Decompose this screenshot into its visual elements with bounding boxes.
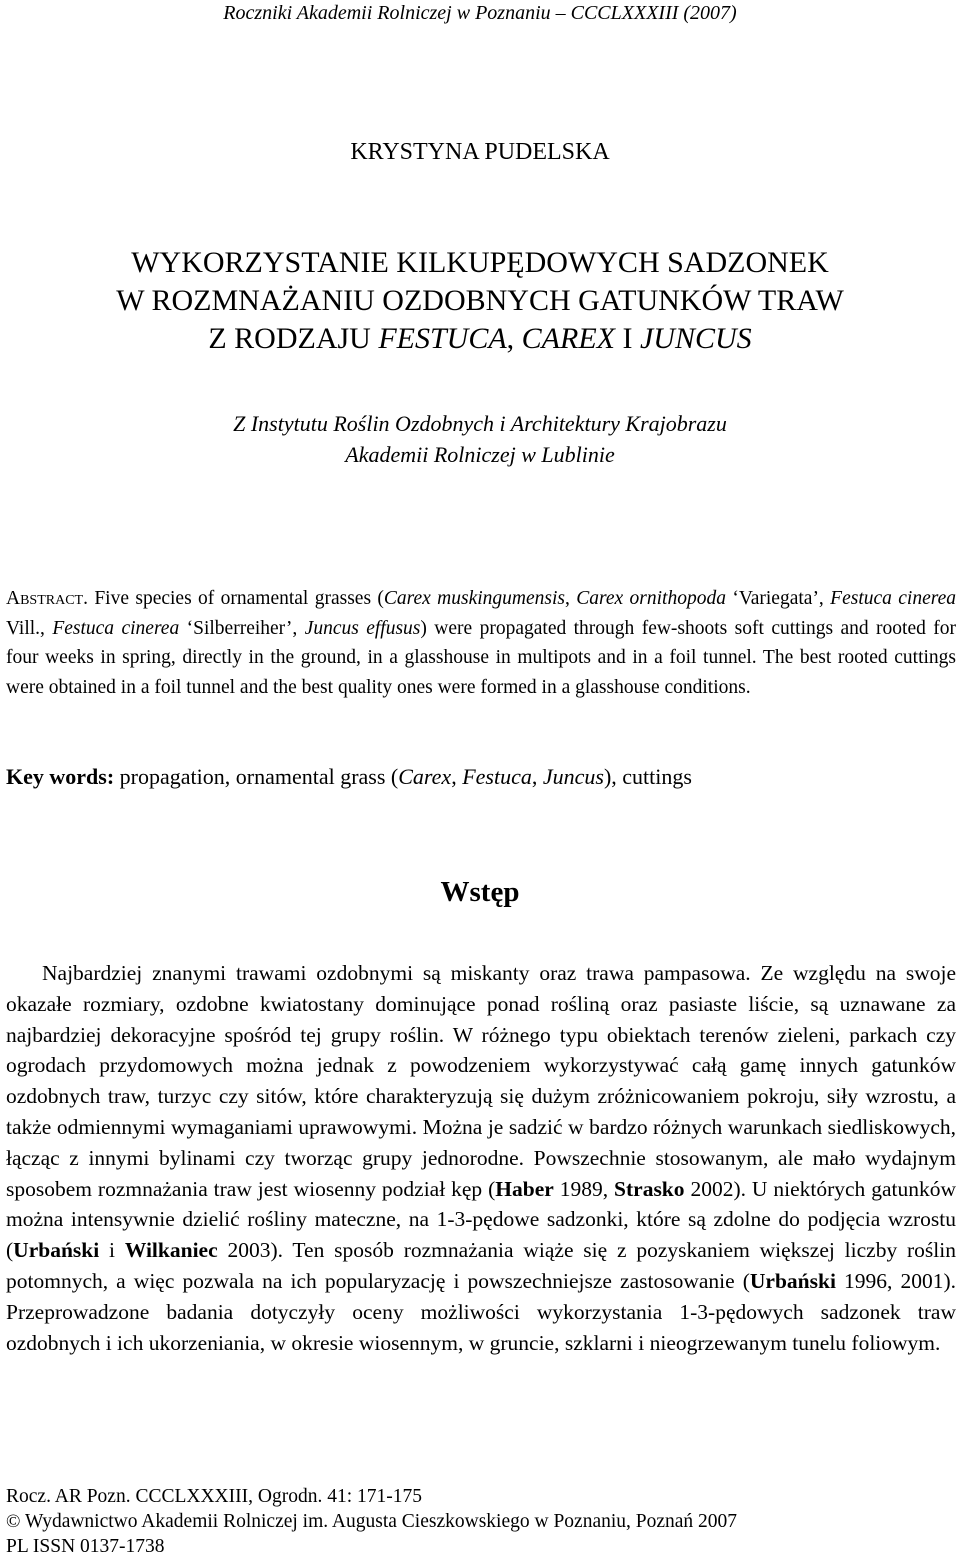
title-genus-juncus: JUNCUS: [639, 322, 752, 355]
genus-name: Juncus: [542, 764, 604, 789]
title-genus-carex: CAREX: [521, 322, 615, 355]
citation-author: Urbański: [749, 1268, 836, 1293]
species-name: Carex ornithopoda: [576, 588, 726, 609]
species-name: Carex muskingumensis: [383, 588, 566, 609]
title-line-2: W ROZMNAŻANIU OZDOBNYCH GATUNKÓW TRAW: [116, 284, 844, 317]
body-text: 1989,: [553, 1176, 615, 1201]
body-text: Najbardziej znanymi trawami ozdobnymi są miskanty oraz trawa pampasowa. Ze względu na swoje okazałe rozmiary, ozdobne kwiatostany dominujące ponad rośliną oraz pasiaste liście, są uznawane za najbardziej dekoracyjne spośród tej grupy roślin. W różnego typu obiektach terenów zieleni, parkach czy ogrodach przydomowych można jednak z powodzeniem wykorzystywać całą gamę innych gatunków ozdobnych traw, turzyc czy sitów, które charakteryzują się dużym zróżnicowaniem pokroju, siły wzrostu, a także odmiennymi wymaganiami uprawowymi. Można je sadzić w bardzo różnych warunkach siedliskowych, łącząc z innymi bylinami czy tworząc grupy jednorodne. Powszechnie stosowanym, ale mało wydajnym sposobem rozmnażania traw jest wiosenny podział kęp (: [6, 961, 956, 1201]
title-prefix: Z RODZAJU: [208, 322, 379, 355]
citation-author: Strasko: [614, 1176, 685, 1201]
key-words: [6, 762, 956, 792]
body-text: 2003). Ten sposób rozmnażania wiąże się z pozyskaniem większej liczby roślin potomnych, a więc pozwala na ich popularyzację i powszechniejsze zastosowanie (: [6, 1238, 956, 1293]
citation-author: Haber: [495, 1176, 554, 1201]
citation-author: Urbański: [13, 1238, 100, 1263]
footer-issn: PL ISSN 0137-1738: [6, 1536, 165, 1557]
species-name: Festuca cinerea: [830, 588, 957, 609]
running-head: Roczniki Akademii Rolniczej w Poznaniu – CCCLXXXIII (2007): [223, 2, 737, 24]
genus-name: Festuca: [462, 764, 532, 789]
affiliation-line-2: Akademii Rolniczej w Lublinie: [345, 442, 615, 467]
footer: [6, 1484, 956, 1559]
species-name: Festuca cinerea: [52, 617, 180, 639]
key-words-text: ,: [451, 764, 463, 789]
abstract-text: Five species of ornamental grasses (: [87, 588, 384, 609]
genus-name: Carex: [398, 764, 452, 789]
species-name: Juncus effusus: [304, 617, 421, 639]
abstract-text: ) were propagated through few-shoots soft cuttings and rooted for four weeks in spring, directly in the ground, in a glasshouse in multipots and in a foil tunnel. The best rooted cuttings were obtained in a foil tunnel and the best quality ones were formed in a glasshouse conditions.: [6, 617, 956, 698]
title-line-3: [0, 320, 960, 358]
footer-publisher-line: [6, 1509, 956, 1534]
body-paragraph: [6, 958, 956, 1358]
key-words-text: ), cuttings: [603, 764, 692, 789]
body-text: 1996, 2001). Przeprowadzone badania dotyczyły oceny możliwości wykorzystania 1-3-pędowych sadzonek traw ozdobnych i ich ukorzeniania, w okresie wiosennym, w gruncie, szklarni i nieogrzewanym tunelu foliowym.: [6, 1268, 956, 1355]
title-conjunction: I: [614, 322, 640, 355]
article-title: [0, 244, 960, 358]
key-words-text: propagation, ornamental grass (: [114, 764, 399, 789]
title-genus-festuca: FESTUCA: [378, 322, 507, 355]
citation-author: Wilkaniec: [124, 1238, 218, 1263]
abstract-text: ‘Silberreiher’,: [179, 617, 305, 639]
title-line-1: WYKORZYSTANIE KILKUPĘDOWYCH SADZONEK: [131, 246, 829, 279]
footer-publisher: Wydawnictwo Akademii Rolniczej im. Augusta Cieszkowskiego w Poznaniu, Poznań 2007: [20, 1511, 738, 1532]
footer-citation: Rocz. AR Pozn. CCCLXXXIII, Ogrodn. 41: 171-175: [6, 1486, 422, 1507]
title-separator: ,: [506, 322, 522, 355]
section-heading: Wstęp: [440, 876, 520, 908]
key-words-label: Key words:: [6, 764, 115, 789]
key-words-text: ,: [531, 764, 543, 789]
author-name: KRYSTYNA PUDELSKA: [350, 139, 610, 165]
abstract-text: ,: [565, 588, 577, 609]
abstract-text: ‘Variegata’,: [725, 588, 831, 609]
affiliation-line-1: Z Instytutu Roślin Ozdobnych i Architektury Krajobrazu: [233, 411, 727, 436]
body-text: 2002). U niektórych gatunków można intensywnie dzielić rośliny mateczne, na 1-3-pędowe sadzonki, które są zdolne do podjęcia wzrostu (: [6, 1176, 957, 1263]
affiliation: [0, 408, 960, 470]
copyright-icon: ©: [6, 1511, 21, 1532]
abstract-text: Vill.,: [6, 617, 53, 639]
abstract-label: Abstract.: [6, 588, 88, 609]
abstract: [6, 584, 956, 702]
body-text: i: [99, 1238, 125, 1263]
